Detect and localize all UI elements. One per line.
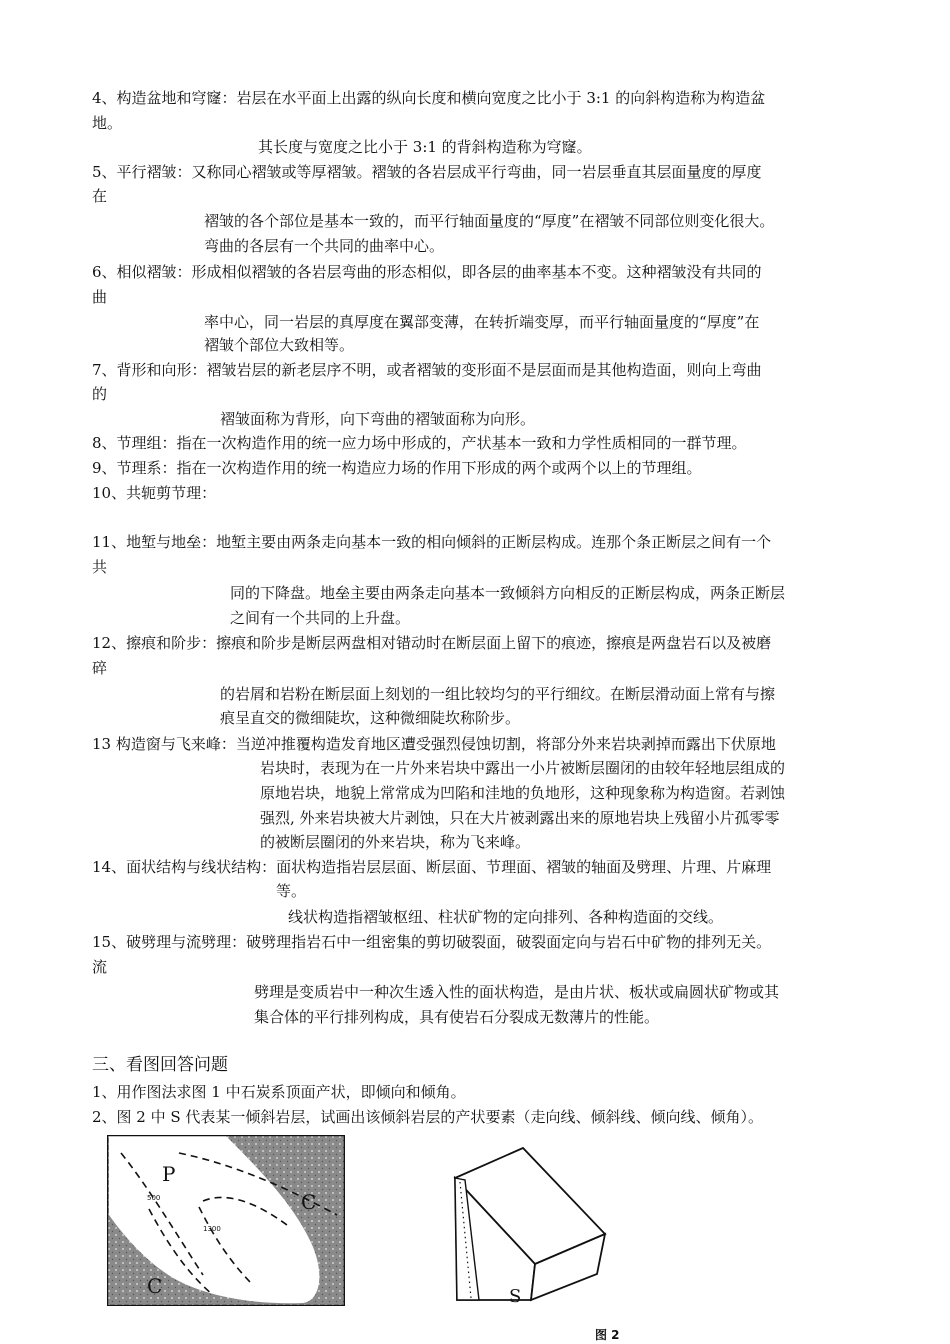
question-1: 1、用作图法求图 1 中石炭系顶面产状，即倾向和倾角。: [92, 1083, 466, 1101]
item-7-line-1: 7、背形和向形：褶皱岩层的新老层序不明，或者褶皱的变形面不是层面而是其他构造面，则向上弯曲: [92, 361, 762, 379]
item-9: 9、节理系：指在一次构造作用的统一构造应力场的作用下形成的两个或两个以上的节理组。: [92, 459, 702, 477]
item-15-line-3: 劈理是变质岩中一种次生透入性的面状构造，是由片状、板状或扁圆状矿物或其: [254, 983, 780, 1001]
item-4-line-3: 其长度与宽度之比小于 3:1 的背斜构造称为穹窿。: [258, 138, 592, 156]
item-13-line-1: 13 构造窗与飞来峰：当逆冲推覆构造发育地区遭受强烈侵蚀切割，将部分外来岩块剥掉而露出下伏原地: [92, 735, 776, 753]
item-6-line-1: 6、相似褶皱：形成相似褶皱的各岩层弯曲的形态相似，即各层的曲率基本不变。这种褶皱没有共同的: [92, 263, 762, 281]
item-15-line-1: 15、破劈理与流劈理：破劈理指岩石中一组密集的剪切破裂面，破裂面定向与岩石中矿物的排列无关。: [92, 933, 772, 951]
item-6-line-3: 率中心，同一岩层的真厚度在翼部变薄，在转折端变厚，而平行轴面量度的“厚度”在: [204, 313, 760, 331]
figure-2-caption: 图 2: [595, 1328, 620, 1342]
item-4-line-1: 4、构造盆地和穹窿：岩层在水平面上出露的纵向长度和横向宽度之比小于 3:1 的向斜构造称为构造盆: [92, 89, 766, 107]
item-6-line-2: 曲: [92, 288, 108, 306]
item-13-line-5: 的被断层圈闭的外来岩块，称为飞来峰。: [260, 833, 531, 851]
contour-value-1300: 1300: [203, 1225, 221, 1233]
contour-value-500: 500: [147, 1194, 161, 1202]
item-15-line-4: 集合体的平行排列构成，具有使岩石分裂成无数薄片的性能。: [254, 1008, 660, 1026]
item-5-line-2: 在: [92, 187, 108, 205]
item-14-line-3: 线状构造指褶皱枢纽、柱状矿物的定向排列、各种构造面的交线。: [288, 908, 724, 926]
label-p: P: [162, 1162, 176, 1186]
item-10: 10、共轭剪节理：: [92, 484, 217, 502]
section-3-title: 三、看图回答问题: [92, 1055, 228, 1075]
figure-2-layer-block: [445, 1138, 615, 1308]
item-7-line-2: 的: [92, 385, 108, 403]
item-7-line-3: 褶皱面称为背形，向下弯曲的褶皱面称为向形。: [220, 410, 536, 428]
label-c-left: C: [147, 1274, 163, 1298]
item-11-line-1: 11、地堑与地垒：地堑主要由两条走向基本一致的相向倾斜的正断层构成。连那个条正断层之间有一个: [92, 533, 772, 551]
item-12-line-3: 的岩屑和岩粉在断层面上刻划的一组比较均匀的平行细纹。在断层滑动面上常有与擦: [220, 685, 776, 703]
item-14-line-2: 等。: [276, 882, 307, 900]
item-13-line-4: 强烈, 外来岩块被大片剥蚀，只在大片被剥露出来的原地岩块上残留小片孤零零: [260, 809, 780, 827]
item-11-line-2: 共: [92, 558, 108, 576]
item-8: 8、节理组：指在一次构造作用的统一应力场中形成的，产状基本一致和力学性质相同的一群节理。: [92, 434, 747, 452]
item-5-line-1: 5、平行褶皱：又称同心褶皱或等厚褶皱。褶皱的各岩层成平行弯曲，同一岩层垂直其层面量度的厚度: [92, 163, 762, 181]
item-6-line-4: 褶皱个部位大致相等。: [204, 336, 355, 354]
item-11-line-3: 同的下降盘。地垒主要由两条走向基本一致倾斜方向相反的正断层构成，两条正断层: [230, 584, 786, 602]
label-c-right: C: [301, 1190, 317, 1214]
figure-1-geologic-map: [107, 1135, 345, 1306]
item-5-line-4: 弯曲的各层有一个共同的曲率中心。: [204, 237, 445, 255]
item-11-line-4: 之间有一个共同的上升盘。: [230, 609, 411, 627]
item-13-line-2: 岩块时，表现为在一片外来岩块中露出一小片被断层圈闭的由较年轻地层组成的: [260, 759, 786, 777]
item-15-line-2: 流: [92, 958, 108, 976]
item-4-line-2: 地。: [92, 114, 123, 132]
item-12-line-4: 痕呈直交的微细陡坎，这种微细陡坎称阶步。: [220, 709, 521, 727]
label-s: S: [509, 1286, 522, 1307]
item-12-line-2: 碎: [92, 659, 108, 677]
item-5-line-3: 褶皱的各个部位是基本一致的，而平行轴面量度的“厚度”在褶皱不同部位则变化很大。: [204, 212, 775, 230]
item-14-line-1: 14、面状结构与线状结构：面状构造指岩层层面、断层面、节理面、褶皱的轴面及劈理、片理、片麻理: [92, 858, 772, 876]
question-2: 2、图 2 中 S 代表某一倾斜岩层，试画出该倾斜岩层的产状要素（走向线、倾斜线、倾向线、倾角）。: [92, 1108, 763, 1126]
item-13-line-3: 原地岩块，地貌上常常成为凹陷和洼地的负地形，这种现象称为构造窗。若剥蚀: [260, 784, 786, 802]
item-12-line-1: 12、擦痕和阶步：擦痕和阶步是断层两盘相对错动时在断层面上留下的痕迹，擦痕是两盘岩石以及被磨: [92, 634, 772, 652]
